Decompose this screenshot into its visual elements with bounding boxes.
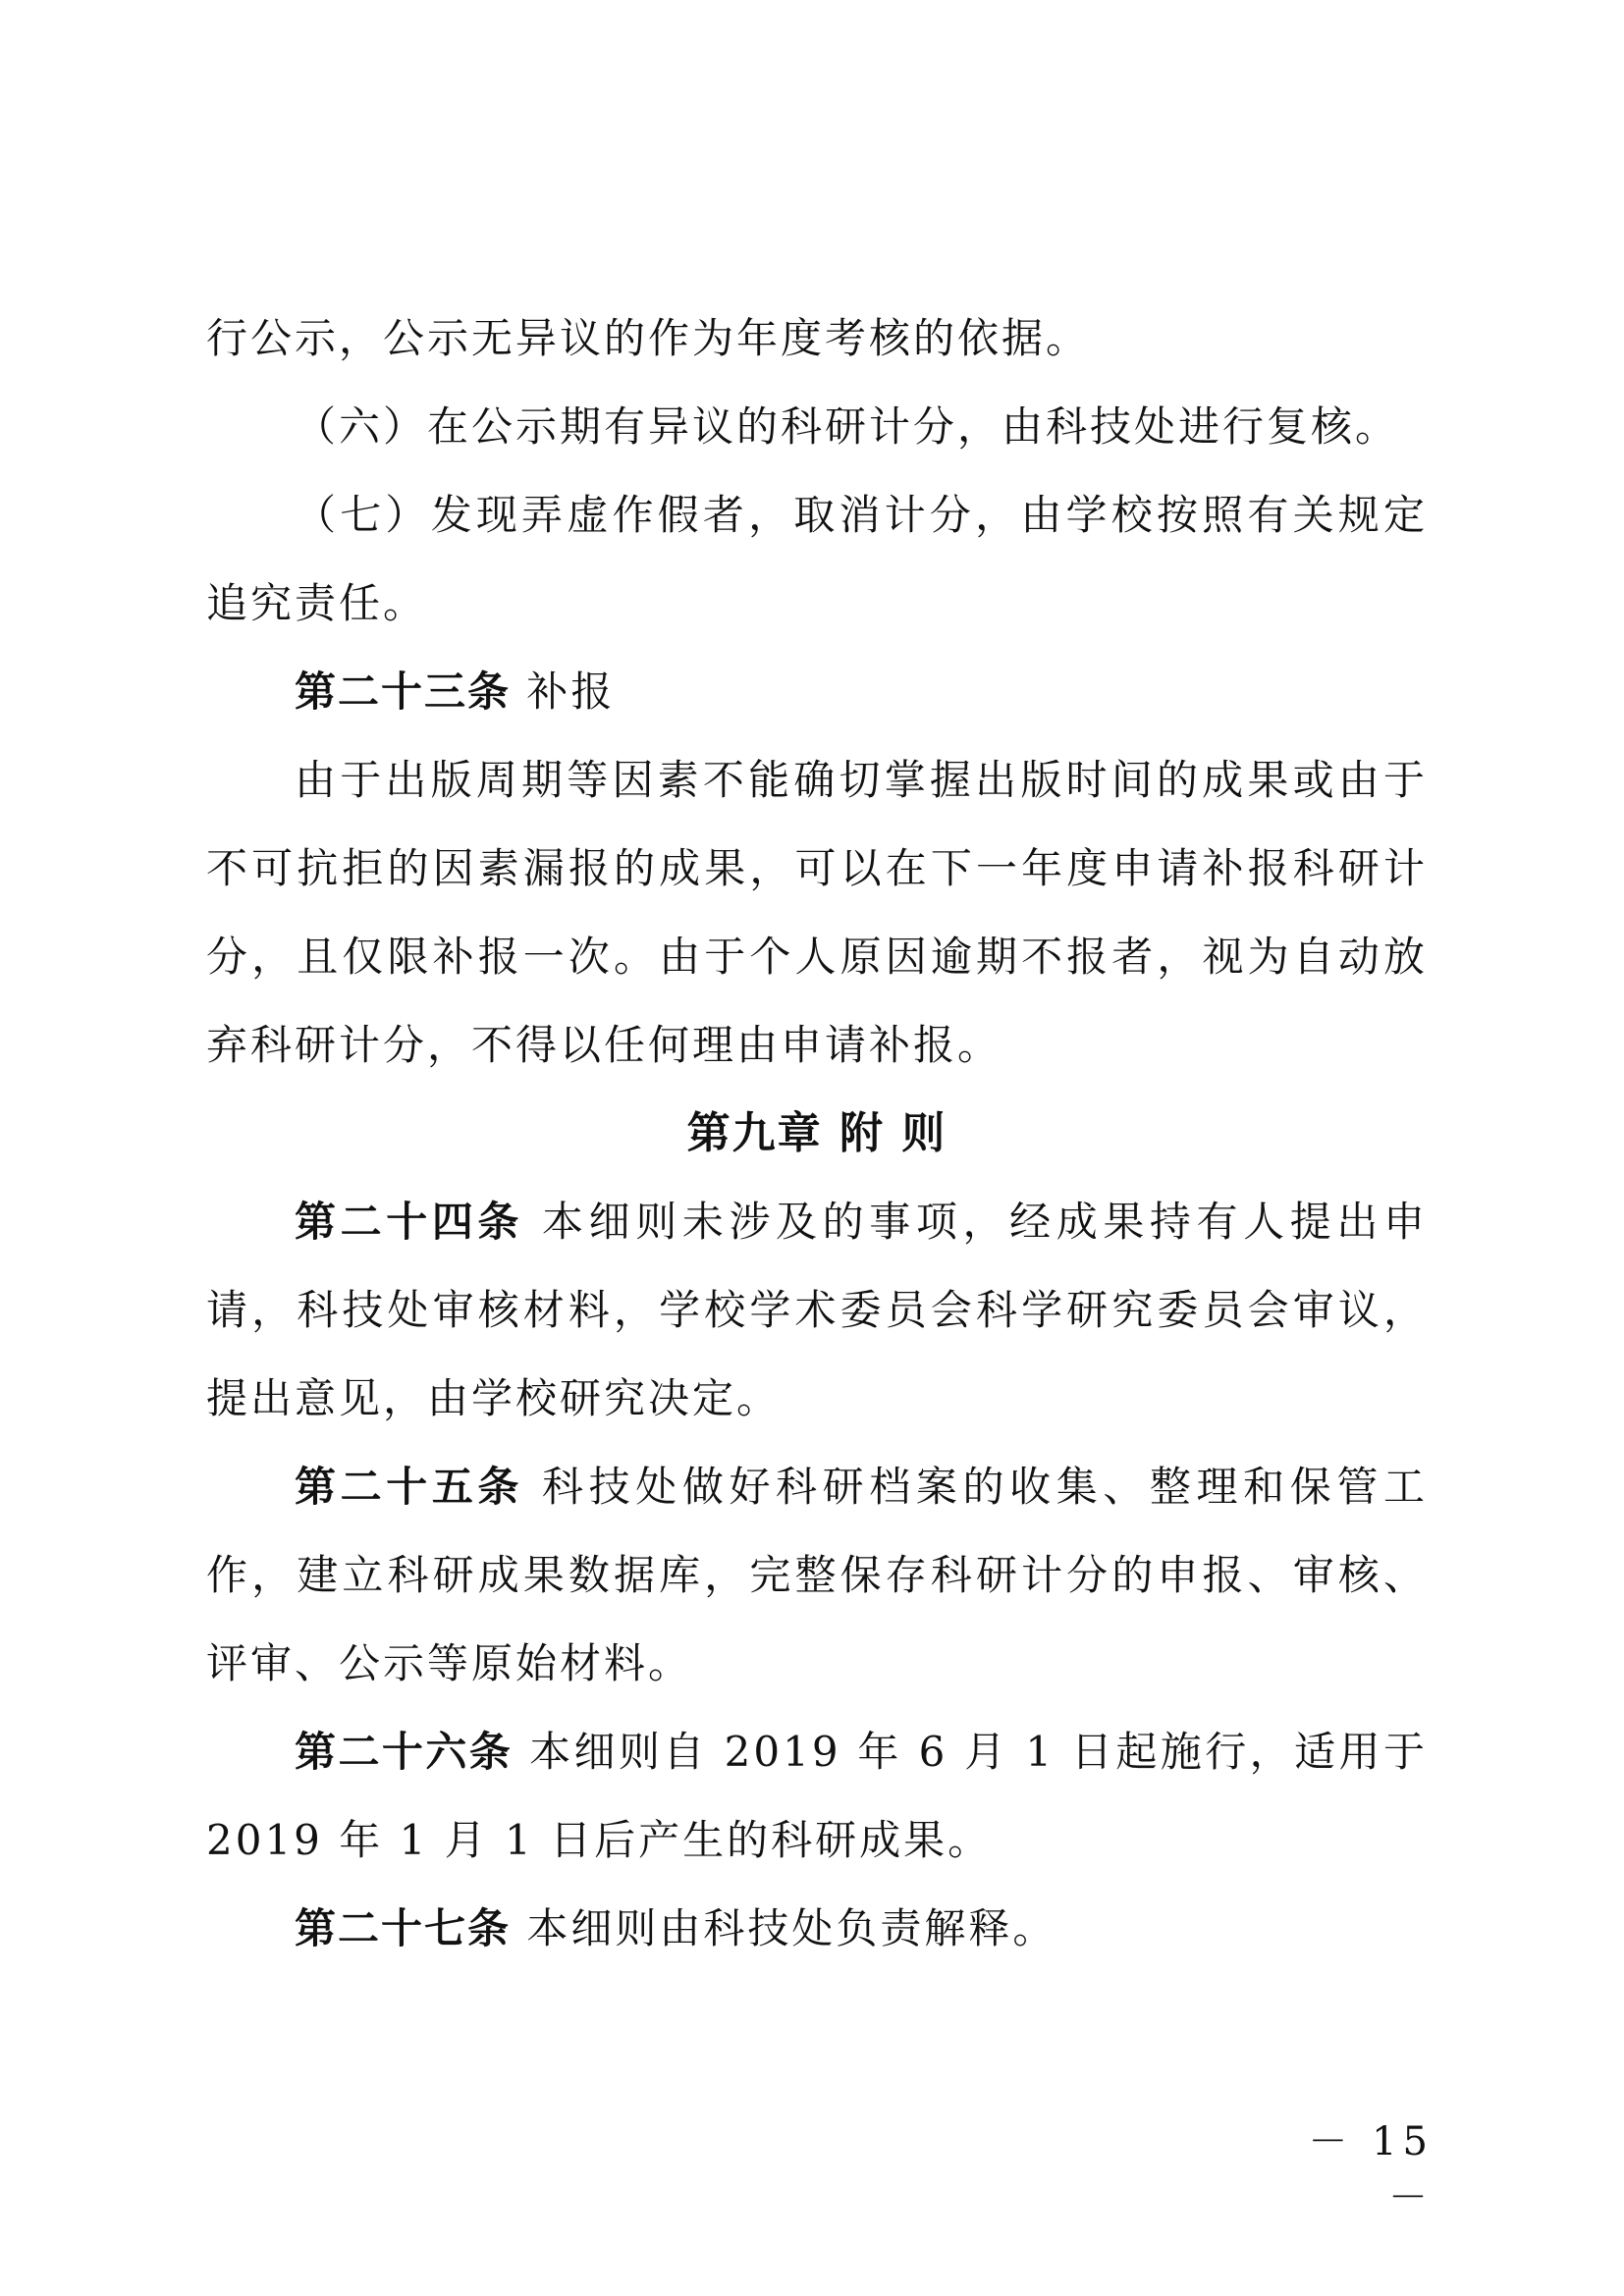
- paragraph-item-seven: （七）发现弄虚作假者，取消计分，由学校按照有关规定追究责任。: [206, 491, 1428, 627]
- article-23-heading-line: [206, 648, 1428, 736]
- article-23-title: 第二十三条: [295, 667, 512, 716]
- article-26-body: 本细则自 2019 年 6 月 1 日起施行，适用于 2019 年 1 月 1 日后产生的科研成果。: [206, 1728, 1428, 1864]
- article-23-body: 由于出版周期等因素不能确切掌握出版时间的成果或由于不可抗拒的因素漏报的成果，可以在下一年度申请补报科研计分，且仅限补报一次。由于个人原因逾期不报者，视为自动放弃科研计分，不得以任何理由申请补报。: [206, 756, 1428, 1069]
- article-26-title: 第二十六条: [295, 1728, 514, 1776]
- page-number: － 15 －: [1308, 2119, 1434, 2220]
- article-24-title: 第二十四条: [295, 1198, 524, 1246]
- article-26: [206, 1708, 1428, 1885]
- article-25-body: 科技处做好科研档案的收集、整理和保管工作，建立科研成果数据库，完整保存科研计分的申报、审核、评审、公示等原始材料。: [206, 1463, 1428, 1687]
- chapter-title: 第九章 附 则: [686, 1108, 947, 1158]
- article-25: [206, 1443, 1428, 1708]
- article-24: [206, 1178, 1428, 1443]
- body-text: [206, 294, 1428, 1973]
- paragraph-item-six: （六）在公示期有异议的科研计分，由科技处进行复核。: [295, 402, 1400, 451]
- article-25-title: 第二十五条: [295, 1463, 524, 1511]
- article-23-heading: 补报: [526, 667, 616, 716]
- article-27: [206, 1885, 1428, 1973]
- paragraph-continuation: 行公示，公示无异议的作为年度考核的依据。: [206, 314, 1091, 362]
- article-24-body: 本细则未涉及的事项，经成果持有人提出申请，科技处审核材料，学校学术委员会科学研究委员会审议，提出意见，由学校研究决定。: [206, 1198, 1428, 1422]
- article-27-body: 本细则由科技处负责解释。: [526, 1904, 1057, 1952]
- article-27-title: 第二十七条: [295, 1904, 512, 1952]
